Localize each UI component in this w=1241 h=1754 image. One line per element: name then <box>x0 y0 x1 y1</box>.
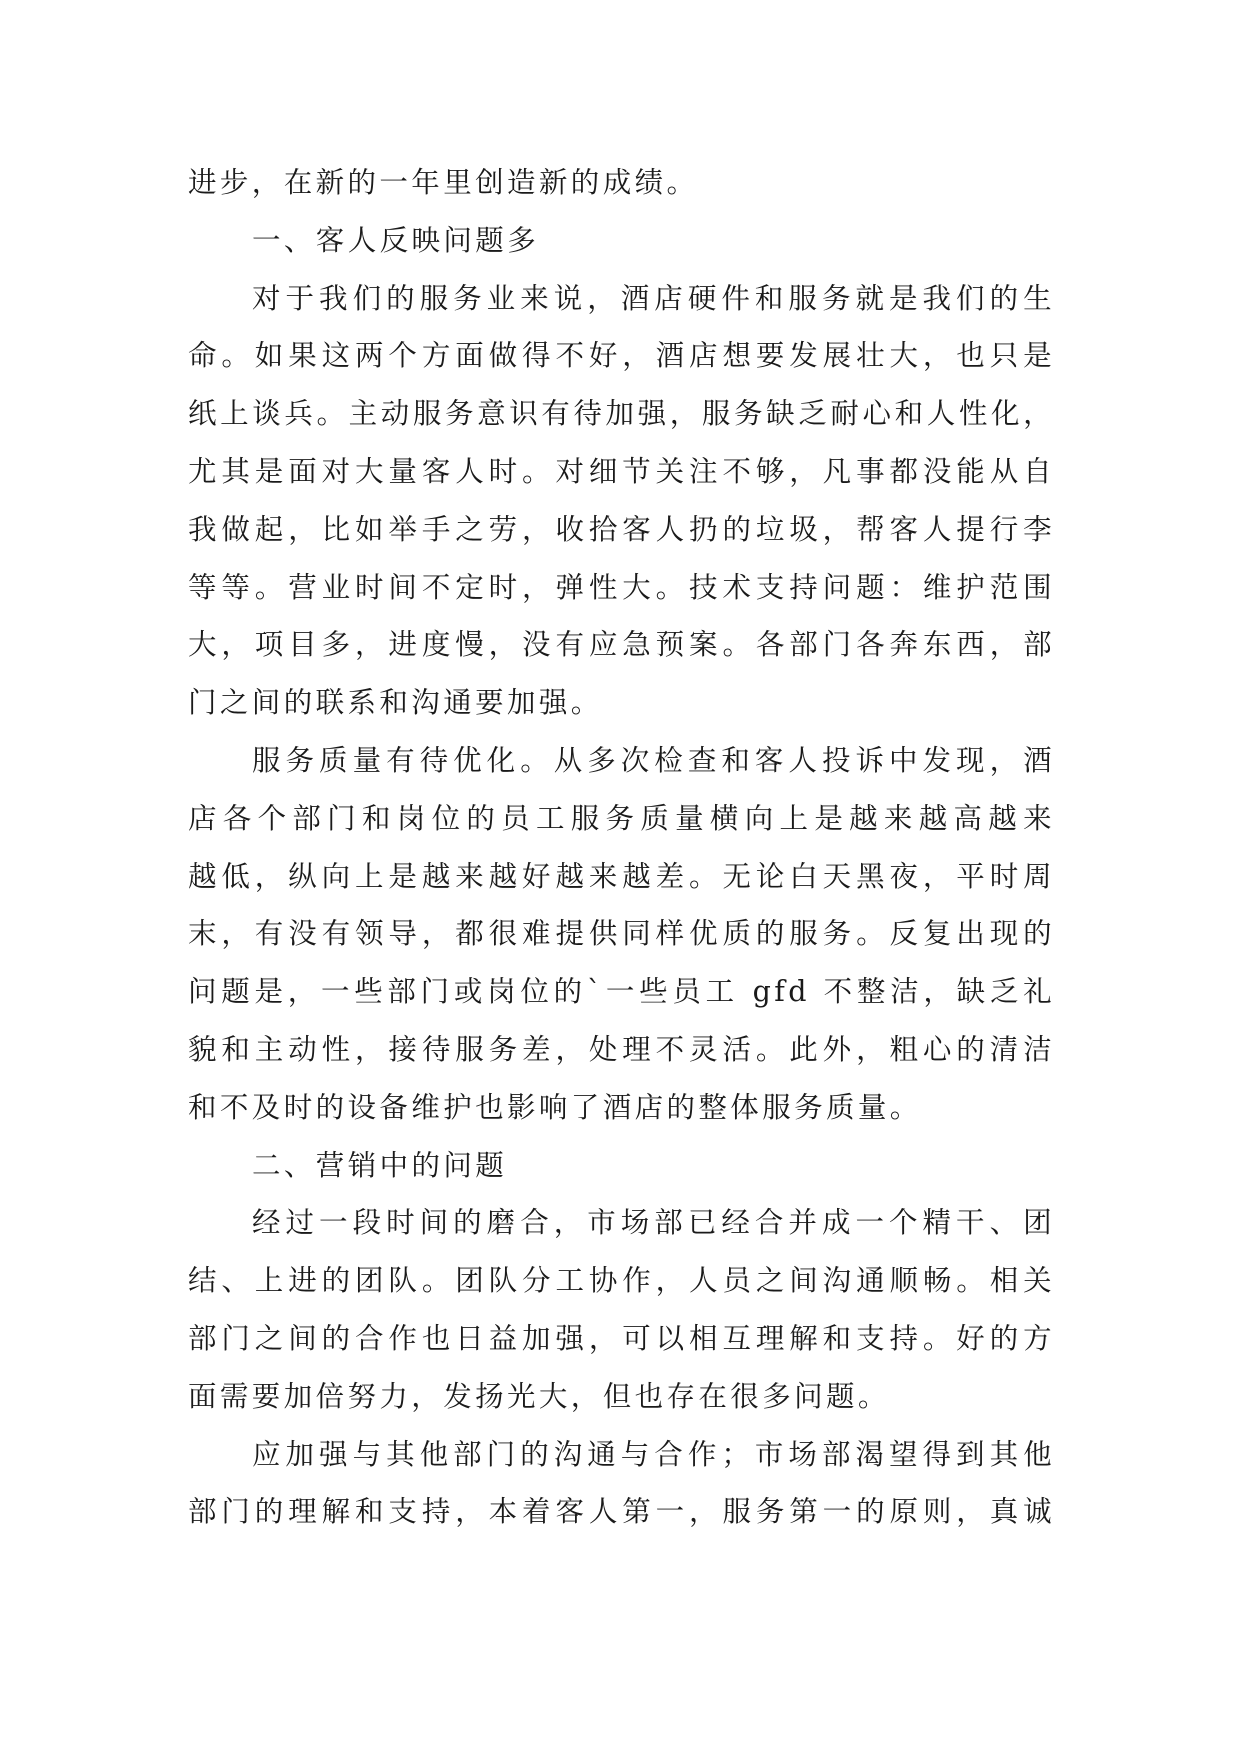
text-line: 结、上进的团队。团队分工协作，人员之间沟通顺畅。相关 <box>188 1264 1055 1298</box>
text-line: 门之间的联系和沟通要加强。 <box>188 686 603 720</box>
text-line: 服务质量有待优化。从多次检查和客人投诉中发现，酒 <box>252 743 1055 777</box>
text-line: 大，项目多，进度慢，没有应急预案。各部门各奔东西，部 <box>188 628 1055 662</box>
text-line: 尤其是面对大量客人时。对细节关注不够，凡事都没能从自 <box>188 454 1055 488</box>
text-line: 应加强与其他部门的沟通与合作；市场部渴望得到其他 <box>252 1437 1055 1471</box>
text-line: 部门之间的合作也日益加强，可以相互理解和支持。好的方 <box>188 1321 1055 1355</box>
text-line: 等等。营业时间不定时，弹性大。技术支持问题：维护范围 <box>188 570 1055 604</box>
text-line: 经过一段时间的磨合，市场部已经合并成一个精干、团 <box>252 1206 1055 1240</box>
text-line: 貌和主动性，接待服务差，处理不灵活。此外，粗心的清洁 <box>188 1032 1055 1066</box>
text-line: 末，有没有领导，都很难提供同样优质的服务。反复出现的 <box>188 917 1055 951</box>
section-heading: 一、客人反映问题多 <box>252 223 540 257</box>
text-line: 命。如果这两个方面做得不好，酒店想要发展壮大，也只是 <box>188 339 1055 373</box>
text-line: 纸上谈兵。主动服务意识有待加强，服务缺乏耐心和人性化， <box>188 397 1055 431</box>
text-line: 问题是，一些部门或岗位的`一些员工 gfd 不整洁，缺乏礼 <box>188 975 1055 1009</box>
text-line: 店各个部门和岗位的员工服务质量横向上是越来越高越来 <box>188 801 1055 835</box>
text-line: 和不及时的设备维护也影响了酒店的整体服务质量。 <box>188 1090 922 1124</box>
text-line: 进步，在新的一年里创造新的成绩。 <box>188 166 699 199</box>
text-line: 部门的理解和支持，本着客人第一，服务第一的原则，真诚 <box>188 1495 1055 1529</box>
text-line: 对于我们的服务业来说，酒店硬件和服务就是我们的生 <box>252 281 1055 315</box>
text-line: 我做起，比如举手之劳，收拾客人扔的垃圾，帮客人提行李 <box>188 512 1055 546</box>
document-body <box>188 154 1055 1541</box>
text-line: 越低，纵向上是越来越好越来越差。无论白天黑夜，平时周 <box>188 859 1055 893</box>
text-line: 面需要加倍努力，发扬光大，但也存在很多问题。 <box>188 1379 890 1413</box>
section-heading: 二、营销中的问题 <box>252 1148 508 1182</box>
